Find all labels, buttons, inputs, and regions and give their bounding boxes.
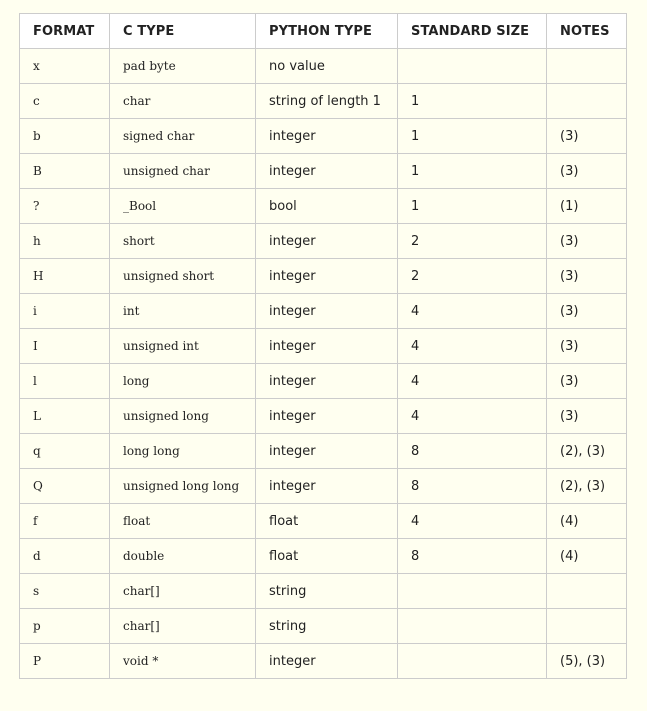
python-type-cell: string [256, 609, 398, 644]
table-row [20, 119, 627, 154]
python-type-cell: string [256, 574, 398, 609]
c-type-cell: signed char [110, 119, 256, 154]
python-type-cell: integer [256, 644, 398, 679]
python-type-cell: float [256, 539, 398, 574]
table-row [20, 574, 627, 609]
standard-size-cell: 8 [398, 434, 547, 469]
format-cell: b [20, 119, 110, 154]
c-type-cell: long [110, 364, 256, 399]
notes-cell: (4) [547, 539, 627, 574]
format-cell: c [20, 84, 110, 119]
notes-cell [547, 609, 627, 644]
table-row [20, 259, 627, 294]
format-cell: p [20, 609, 110, 644]
standard-size-cell: 1 [398, 119, 547, 154]
notes-cell: (4) [547, 504, 627, 539]
standard-size-cell [398, 644, 547, 679]
table-row [20, 154, 627, 189]
python-type-cell: float [256, 504, 398, 539]
notes-cell [547, 574, 627, 609]
format-cell: P [20, 644, 110, 679]
table-row [20, 84, 627, 119]
format-cell: h [20, 224, 110, 259]
python-type-cell: integer [256, 224, 398, 259]
c-type-cell: char[] [110, 609, 256, 644]
c-type-cell: unsigned short [110, 259, 256, 294]
table-row [20, 224, 627, 259]
c-type-cell: unsigned long [110, 399, 256, 434]
table-body [20, 49, 627, 679]
c-type-cell: long long [110, 434, 256, 469]
format-cell: x [20, 49, 110, 84]
table-row [20, 504, 627, 539]
header-format: FORMAT [20, 14, 110, 49]
c-type-cell: _Bool [110, 189, 256, 224]
table-row [20, 294, 627, 329]
standard-size-cell: 2 [398, 224, 547, 259]
table-header [20, 14, 627, 49]
notes-cell: (3) [547, 119, 627, 154]
notes-cell: (1) [547, 189, 627, 224]
standard-size-cell: 8 [398, 539, 547, 574]
table-row [20, 609, 627, 644]
format-cell: s [20, 574, 110, 609]
python-type-cell: integer [256, 399, 398, 434]
notes-cell: (2), (3) [547, 469, 627, 504]
c-type-cell: short [110, 224, 256, 259]
python-type-cell: integer [256, 154, 398, 189]
notes-cell: (2), (3) [547, 434, 627, 469]
standard-size-cell: 4 [398, 364, 547, 399]
standard-size-cell: 1 [398, 154, 547, 189]
table-row [20, 539, 627, 574]
c-type-cell: pad byte [110, 49, 256, 84]
standard-size-cell: 1 [398, 84, 547, 119]
standard-size-cell [398, 609, 547, 644]
format-cell: q [20, 434, 110, 469]
standard-size-cell: 1 [398, 189, 547, 224]
format-cell: Q [20, 469, 110, 504]
python-type-cell: integer [256, 434, 398, 469]
standard-size-cell: 4 [398, 329, 547, 364]
notes-cell: (3) [547, 294, 627, 329]
header-row [20, 14, 627, 49]
python-type-cell: integer [256, 294, 398, 329]
format-characters-table [19, 13, 627, 679]
c-type-cell: void * [110, 644, 256, 679]
python-type-cell: no value [256, 49, 398, 84]
format-cell: I [20, 329, 110, 364]
table-row [20, 189, 627, 224]
standard-size-cell: 4 [398, 399, 547, 434]
notes-cell: (3) [547, 259, 627, 294]
table-row [20, 644, 627, 679]
python-type-cell: integer [256, 259, 398, 294]
standard-size-cell: 8 [398, 469, 547, 504]
c-type-cell: double [110, 539, 256, 574]
format-cell: i [20, 294, 110, 329]
format-cell: B [20, 154, 110, 189]
c-type-cell: unsigned char [110, 154, 256, 189]
c-type-cell: unsigned long long [110, 469, 256, 504]
python-type-cell: integer [256, 469, 398, 504]
python-type-cell: integer [256, 364, 398, 399]
notes-cell: (3) [547, 329, 627, 364]
python-type-cell: integer [256, 329, 398, 364]
table-row [20, 434, 627, 469]
table-row [20, 469, 627, 504]
notes-cell [547, 49, 627, 84]
c-type-cell: int [110, 294, 256, 329]
notes-cell: (5), (3) [547, 644, 627, 679]
notes-cell: (3) [547, 364, 627, 399]
format-cell: ? [20, 189, 110, 224]
notes-cell: (3) [547, 154, 627, 189]
format-cell: L [20, 399, 110, 434]
format-cell: l [20, 364, 110, 399]
standard-size-cell: 4 [398, 504, 547, 539]
table-row [20, 49, 627, 84]
header-python-type: PYTHON TYPE [256, 14, 398, 49]
python-type-cell: bool [256, 189, 398, 224]
standard-size-cell: 2 [398, 259, 547, 294]
notes-cell: (3) [547, 224, 627, 259]
c-type-cell: float [110, 504, 256, 539]
table-row [20, 364, 627, 399]
table-row [20, 329, 627, 364]
format-cell: d [20, 539, 110, 574]
format-cell: f [20, 504, 110, 539]
python-type-cell: string of length 1 [256, 84, 398, 119]
c-type-cell: char[] [110, 574, 256, 609]
table-row [20, 399, 627, 434]
notes-cell [547, 84, 627, 119]
header-standard-size: STANDARD SIZE [398, 14, 547, 49]
header-notes: NOTES [547, 14, 627, 49]
python-type-cell: integer [256, 119, 398, 154]
standard-size-cell [398, 574, 547, 609]
format-cell: H [20, 259, 110, 294]
standard-size-cell [398, 49, 547, 84]
notes-cell: (3) [547, 399, 627, 434]
c-type-cell: char [110, 84, 256, 119]
header-c-type: C TYPE [110, 14, 256, 49]
standard-size-cell: 4 [398, 294, 547, 329]
c-type-cell: unsigned int [110, 329, 256, 364]
